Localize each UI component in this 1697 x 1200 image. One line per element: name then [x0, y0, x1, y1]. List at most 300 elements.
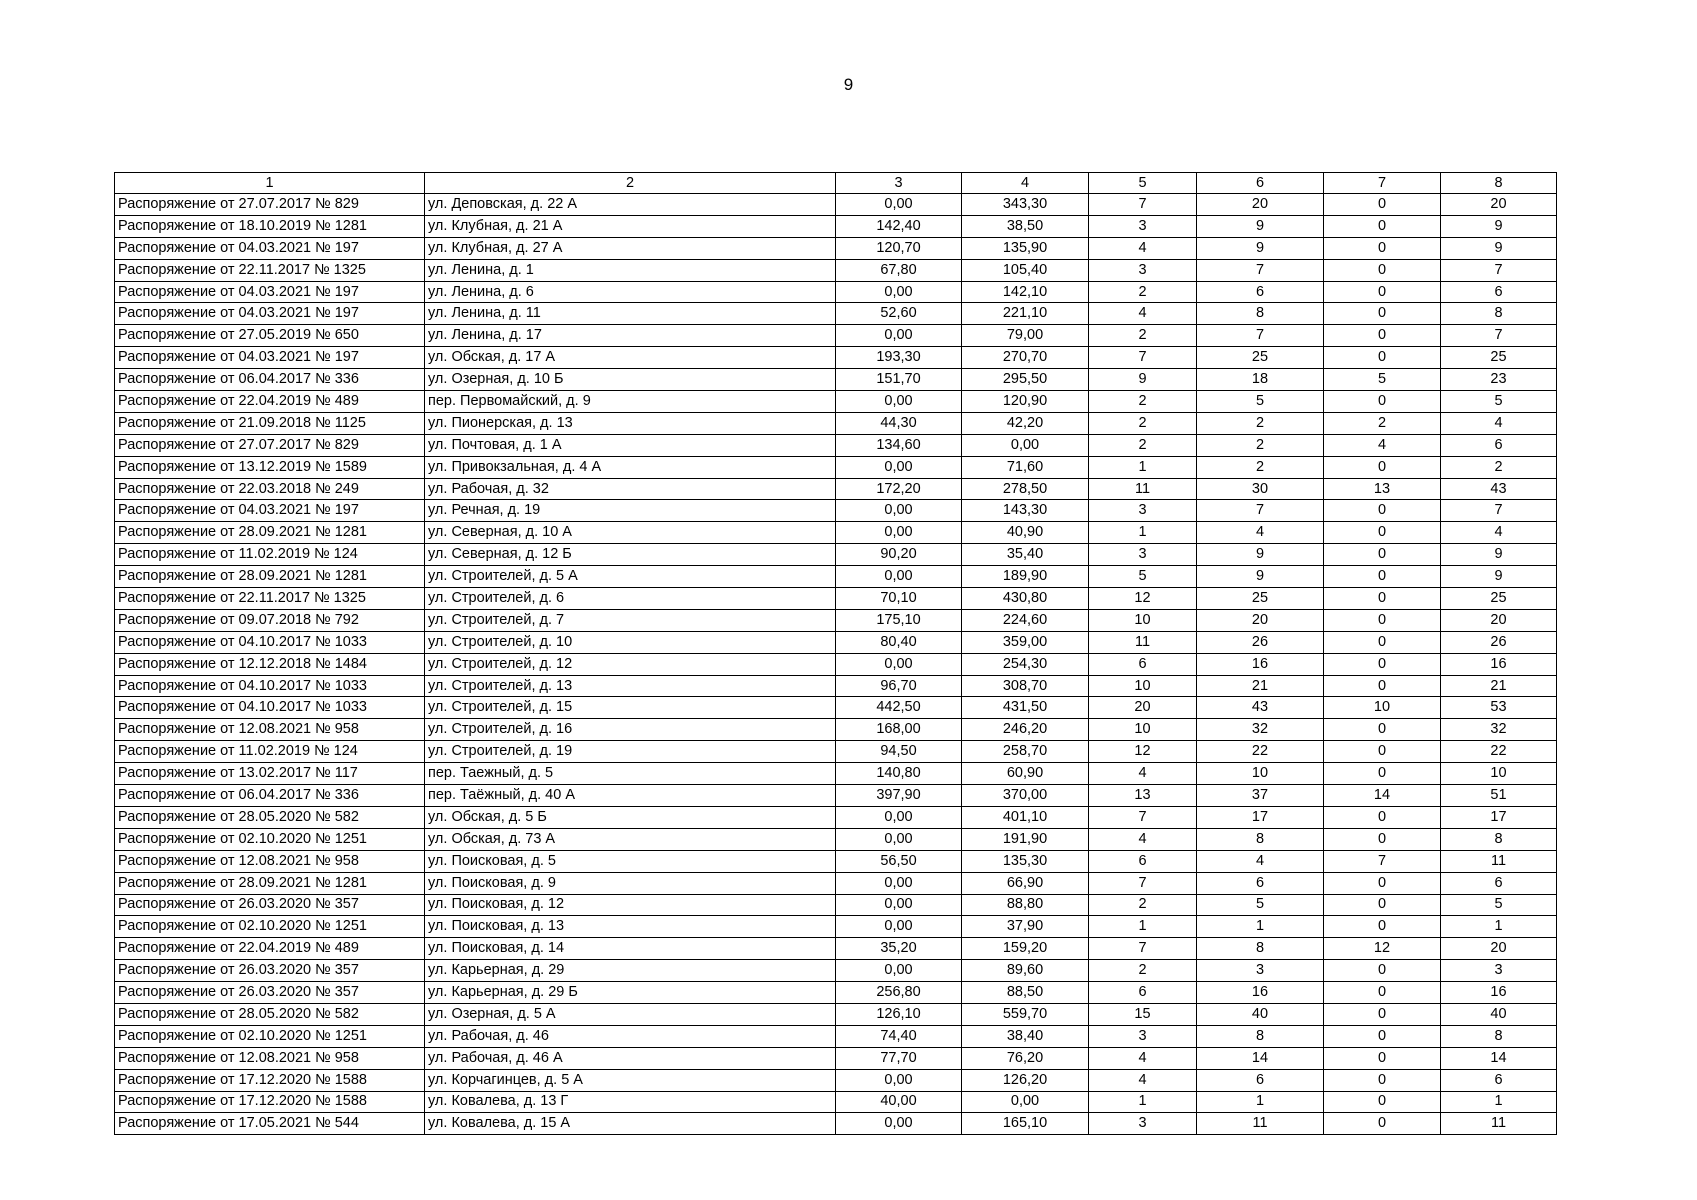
order-cell: Распоряжение от 04.03.2021 № 197 [115, 500, 425, 522]
value-cell: 175,10 [836, 609, 962, 631]
value-cell: 0,00 [836, 806, 962, 828]
value-cell: 38,50 [962, 215, 1089, 237]
table-row [115, 588, 1557, 610]
address-cell: ул. Карьерная, д. 29 [425, 960, 836, 982]
value-cell: 12 [1089, 588, 1197, 610]
value-cell: 4 [1441, 522, 1557, 544]
table-row [115, 697, 1557, 719]
value-cell: 30 [1197, 478, 1324, 500]
value-cell: 40 [1197, 1003, 1324, 1025]
address-cell: ул. Озерная, д. 5 А [425, 1003, 836, 1025]
value-cell: 23 [1441, 369, 1557, 391]
value-cell: 0 [1324, 1069, 1441, 1091]
value-cell: 18 [1197, 369, 1324, 391]
value-cell: 256,80 [836, 982, 962, 1004]
order-cell: Распоряжение от 11.02.2019 № 124 [115, 544, 425, 566]
value-cell: 9 [1441, 215, 1557, 237]
value-cell: 0,00 [836, 456, 962, 478]
value-cell: 9 [1197, 544, 1324, 566]
value-cell: 1 [1441, 1091, 1557, 1113]
value-cell: 2 [1197, 412, 1324, 434]
value-cell: 11 [1197, 1113, 1324, 1135]
value-cell: 193,30 [836, 347, 962, 369]
table-row [115, 653, 1557, 675]
column-header: 6 [1197, 173, 1324, 194]
value-cell: 12 [1324, 938, 1441, 960]
value-cell: 442,50 [836, 697, 962, 719]
value-cell: 0 [1324, 1113, 1441, 1135]
order-cell: Распоряжение от 12.08.2021 № 958 [115, 1047, 425, 1069]
value-cell: 2 [1089, 894, 1197, 916]
value-cell: 94,50 [836, 741, 962, 763]
value-cell: 0,00 [836, 828, 962, 850]
value-cell: 8 [1441, 303, 1557, 325]
order-cell: Распоряжение от 17.12.2020 № 1588 [115, 1069, 425, 1091]
value-cell: 10 [1089, 719, 1197, 741]
value-cell: 397,90 [836, 785, 962, 807]
address-cell: ул. Обская, д. 5 Б [425, 806, 836, 828]
value-cell: 1 [1441, 916, 1557, 938]
value-cell: 0,00 [836, 194, 962, 216]
value-cell: 37,90 [962, 916, 1089, 938]
value-cell: 25 [1197, 588, 1324, 610]
value-cell: 3 [1089, 1025, 1197, 1047]
address-cell: ул. Ленина, д. 6 [425, 281, 836, 303]
table-row [115, 566, 1557, 588]
address-cell: ул. Ленина, д. 11 [425, 303, 836, 325]
value-cell: 0 [1324, 806, 1441, 828]
column-header: 7 [1324, 173, 1441, 194]
table-row [115, 785, 1557, 807]
value-cell: 8 [1441, 828, 1557, 850]
value-cell: 4 [1197, 522, 1324, 544]
order-cell: Распоряжение от 17.05.2021 № 544 [115, 1113, 425, 1135]
address-cell: ул. Привокзальная, д. 4 А [425, 456, 836, 478]
value-cell: 4 [1089, 1047, 1197, 1069]
value-cell: 0 [1324, 960, 1441, 982]
value-cell: 126,20 [962, 1069, 1089, 1091]
table-row [115, 828, 1557, 850]
table-row [115, 1047, 1557, 1069]
address-cell: пер. Первомайский, д. 9 [425, 391, 836, 413]
order-cell: Распоряжение от 13.12.2019 № 1589 [115, 456, 425, 478]
table-row [115, 938, 1557, 960]
value-cell: 0 [1324, 631, 1441, 653]
value-cell: 165,10 [962, 1113, 1089, 1135]
value-cell: 21 [1197, 675, 1324, 697]
value-cell: 0 [1324, 982, 1441, 1004]
table-row [115, 456, 1557, 478]
value-cell: 2 [1089, 412, 1197, 434]
value-cell: 0,00 [836, 872, 962, 894]
value-cell: 3 [1089, 215, 1197, 237]
header-row [115, 173, 1557, 194]
order-cell: Распоряжение от 22.04.2019 № 489 [115, 391, 425, 413]
order-cell: Распоряжение от 28.05.2020 № 582 [115, 806, 425, 828]
value-cell: 13 [1324, 478, 1441, 500]
order-cell: Распоряжение от 02.10.2020 № 1251 [115, 828, 425, 850]
value-cell: 5 [1441, 894, 1557, 916]
value-cell: 4 [1197, 850, 1324, 872]
value-cell: 26 [1441, 631, 1557, 653]
value-cell: 3 [1089, 544, 1197, 566]
order-cell: Распоряжение от 26.03.2020 № 357 [115, 894, 425, 916]
order-cell: Распоряжение от 04.03.2021 № 197 [115, 303, 425, 325]
order-cell: Распоряжение от 28.05.2020 № 582 [115, 1003, 425, 1025]
value-cell: 11 [1441, 850, 1557, 872]
value-cell: 0,00 [836, 1113, 962, 1135]
value-cell: 0 [1324, 828, 1441, 850]
table-row [115, 544, 1557, 566]
value-cell: 5 [1197, 391, 1324, 413]
value-cell: 7 [1089, 806, 1197, 828]
address-cell: ул. Строителей, д. 6 [425, 588, 836, 610]
value-cell: 159,20 [962, 938, 1089, 960]
table-row [115, 215, 1557, 237]
address-cell: ул. Строителей, д. 15 [425, 697, 836, 719]
value-cell: 20 [1441, 194, 1557, 216]
address-cell: ул. Строителей, д. 7 [425, 609, 836, 631]
value-cell: 370,00 [962, 785, 1089, 807]
address-cell: ул. Строителей, д. 16 [425, 719, 836, 741]
value-cell: 0,00 [836, 916, 962, 938]
value-cell: 0,00 [836, 522, 962, 544]
value-cell: 6 [1441, 1069, 1557, 1091]
value-cell: 70,10 [836, 588, 962, 610]
address-cell: ул. Строителей, д. 12 [425, 653, 836, 675]
value-cell: 135,30 [962, 850, 1089, 872]
value-cell: 4 [1089, 828, 1197, 850]
value-cell: 1 [1089, 522, 1197, 544]
value-cell: 3 [1089, 500, 1197, 522]
order-cell: Распоряжение от 04.10.2017 № 1033 [115, 697, 425, 719]
value-cell: 0,00 [836, 391, 962, 413]
table-row [115, 259, 1557, 281]
value-cell: 295,50 [962, 369, 1089, 391]
order-cell: Распоряжение от 12.12.2018 № 1484 [115, 653, 425, 675]
value-cell: 120,70 [836, 237, 962, 259]
value-cell: 22 [1441, 741, 1557, 763]
address-cell: ул. Рабочая, д. 32 [425, 478, 836, 500]
value-cell: 0 [1324, 763, 1441, 785]
address-cell: ул. Поисковая, д. 5 [425, 850, 836, 872]
value-cell: 0,00 [836, 1069, 962, 1091]
value-cell: 7 [1324, 850, 1441, 872]
value-cell: 5 [1197, 894, 1324, 916]
value-cell: 9 [1089, 369, 1197, 391]
value-cell: 0 [1324, 325, 1441, 347]
value-cell: 0,00 [836, 566, 962, 588]
value-cell: 14 [1324, 785, 1441, 807]
value-cell: 38,40 [962, 1025, 1089, 1047]
value-cell: 43 [1441, 478, 1557, 500]
value-cell: 0 [1324, 194, 1441, 216]
table-row [115, 1003, 1557, 1025]
value-cell: 4 [1089, 237, 1197, 259]
value-cell: 2 [1089, 434, 1197, 456]
order-cell: Распоряжение от 04.03.2021 № 197 [115, 281, 425, 303]
value-cell: 40 [1441, 1003, 1557, 1025]
address-cell: ул. Поисковая, д. 14 [425, 938, 836, 960]
value-cell: 67,80 [836, 259, 962, 281]
value-cell: 135,90 [962, 237, 1089, 259]
value-cell: 172,20 [836, 478, 962, 500]
order-cell: Распоряжение от 21.09.2018 № 1125 [115, 412, 425, 434]
table-row [115, 522, 1557, 544]
value-cell: 35,20 [836, 938, 962, 960]
value-cell: 0 [1324, 259, 1441, 281]
value-cell: 0 [1324, 303, 1441, 325]
value-cell: 88,50 [962, 982, 1089, 1004]
value-cell: 401,10 [962, 806, 1089, 828]
value-cell: 0 [1324, 1025, 1441, 1047]
value-cell: 189,90 [962, 566, 1089, 588]
order-cell: Распоряжение от 27.05.2019 № 650 [115, 325, 425, 347]
value-cell: 7 [1441, 500, 1557, 522]
value-cell: 1 [1089, 1091, 1197, 1113]
value-cell: 5 [1324, 369, 1441, 391]
address-cell: ул. Северная, д. 10 А [425, 522, 836, 544]
value-cell: 9 [1441, 566, 1557, 588]
table-row [115, 960, 1557, 982]
table-row [115, 741, 1557, 763]
table-row [115, 763, 1557, 785]
value-cell: 142,40 [836, 215, 962, 237]
value-cell: 5 [1089, 566, 1197, 588]
column-header: 3 [836, 173, 962, 194]
value-cell: 14 [1441, 1047, 1557, 1069]
table-row [115, 609, 1557, 631]
value-cell: 0 [1324, 456, 1441, 478]
value-cell: 9 [1197, 237, 1324, 259]
value-cell: 0,00 [962, 434, 1089, 456]
value-cell: 40,90 [962, 522, 1089, 544]
value-cell: 10 [1324, 697, 1441, 719]
order-cell: Распоряжение от 04.03.2021 № 197 [115, 237, 425, 259]
order-cell: Распоряжение от 04.03.2021 № 197 [115, 347, 425, 369]
value-cell: 1 [1197, 1091, 1324, 1113]
value-cell: 0 [1324, 741, 1441, 763]
value-cell: 2 [1197, 456, 1324, 478]
value-cell: 16 [1197, 653, 1324, 675]
value-cell: 17 [1197, 806, 1324, 828]
order-cell: Распоряжение от 11.02.2019 № 124 [115, 741, 425, 763]
value-cell: 15 [1089, 1003, 1197, 1025]
value-cell: 16 [1197, 982, 1324, 1004]
order-cell: Распоряжение от 27.07.2017 № 829 [115, 434, 425, 456]
order-cell: Распоряжение от 27.07.2017 № 829 [115, 194, 425, 216]
address-cell: ул. Строителей, д. 5 А [425, 566, 836, 588]
value-cell: 51 [1441, 785, 1557, 807]
value-cell: 0 [1324, 237, 1441, 259]
value-cell: 20 [1197, 609, 1324, 631]
address-cell: ул. Рабочая, д. 46 А [425, 1047, 836, 1069]
table-row [115, 325, 1557, 347]
address-cell: ул. Поисковая, д. 12 [425, 894, 836, 916]
order-cell: Распоряжение от 04.10.2017 № 1033 [115, 675, 425, 697]
value-cell: 20 [1197, 194, 1324, 216]
value-cell: 0 [1324, 719, 1441, 741]
order-cell: Распоряжение от 02.10.2020 № 1251 [115, 1025, 425, 1047]
table-row [115, 500, 1557, 522]
table-row [115, 1069, 1557, 1091]
value-cell: 359,00 [962, 631, 1089, 653]
value-cell: 258,70 [962, 741, 1089, 763]
value-cell: 10 [1441, 763, 1557, 785]
value-cell: 0 [1324, 609, 1441, 631]
order-cell: Распоряжение от 28.09.2021 № 1281 [115, 566, 425, 588]
value-cell: 0 [1324, 588, 1441, 610]
value-cell: 22 [1197, 741, 1324, 763]
value-cell: 0 [1324, 215, 1441, 237]
value-cell: 0 [1324, 916, 1441, 938]
value-cell: 11 [1441, 1113, 1557, 1135]
order-cell: Распоряжение от 26.03.2020 № 357 [115, 982, 425, 1004]
value-cell: 77,70 [836, 1047, 962, 1069]
order-cell: Распоряжение от 22.04.2019 № 489 [115, 938, 425, 960]
value-cell: 0 [1324, 281, 1441, 303]
value-cell: 96,70 [836, 675, 962, 697]
value-cell: 76,20 [962, 1047, 1089, 1069]
value-cell: 80,40 [836, 631, 962, 653]
address-cell: ул. Обская, д. 17 А [425, 347, 836, 369]
value-cell: 0 [1324, 872, 1441, 894]
table-row [115, 894, 1557, 916]
value-cell: 8 [1441, 1025, 1557, 1047]
value-cell: 168,00 [836, 719, 962, 741]
address-cell: ул. Ленина, д. 1 [425, 259, 836, 281]
value-cell: 9 [1441, 544, 1557, 566]
value-cell: 270,70 [962, 347, 1089, 369]
value-cell: 10 [1197, 763, 1324, 785]
value-cell: 43 [1197, 697, 1324, 719]
value-cell: 3 [1441, 960, 1557, 982]
value-cell: 7 [1197, 325, 1324, 347]
value-cell: 66,90 [962, 872, 1089, 894]
value-cell: 7 [1197, 500, 1324, 522]
value-cell: 0 [1324, 522, 1441, 544]
value-cell: 6 [1089, 653, 1197, 675]
address-cell: ул. Поисковая, д. 9 [425, 872, 836, 894]
column-header: 1 [115, 173, 425, 194]
address-cell: ул. Обская, д. 73 А [425, 828, 836, 850]
value-cell: 40,00 [836, 1091, 962, 1113]
value-cell: 7 [1089, 872, 1197, 894]
table-row [115, 281, 1557, 303]
value-cell: 3 [1089, 259, 1197, 281]
value-cell: 246,20 [962, 719, 1089, 741]
value-cell: 0 [1324, 566, 1441, 588]
table-row [115, 872, 1557, 894]
value-cell: 44,30 [836, 412, 962, 434]
value-cell: 20 [1441, 938, 1557, 960]
value-cell: 6 [1197, 1069, 1324, 1091]
value-cell: 53 [1441, 697, 1557, 719]
column-header: 4 [962, 173, 1089, 194]
value-cell: 56,50 [836, 850, 962, 872]
table-row [115, 916, 1557, 938]
order-cell: Распоряжение от 06.04.2017 № 336 [115, 785, 425, 807]
value-cell: 0 [1324, 544, 1441, 566]
table-row [115, 1113, 1557, 1135]
value-cell: 0 [1324, 1047, 1441, 1069]
value-cell: 88,80 [962, 894, 1089, 916]
table-row [115, 806, 1557, 828]
value-cell: 13 [1089, 785, 1197, 807]
order-cell: Распоряжение от 12.08.2021 № 958 [115, 850, 425, 872]
value-cell: 151,70 [836, 369, 962, 391]
value-cell: 2 [1089, 391, 1197, 413]
value-cell: 74,40 [836, 1025, 962, 1047]
value-cell: 105,40 [962, 259, 1089, 281]
value-cell: 126,10 [836, 1003, 962, 1025]
order-cell: Распоряжение от 17.12.2020 № 1588 [115, 1091, 425, 1113]
value-cell: 7 [1089, 194, 1197, 216]
order-cell: Распоряжение от 22.11.2017 № 1325 [115, 259, 425, 281]
value-cell: 8 [1197, 303, 1324, 325]
address-cell: ул. Корчагинцев, д. 5 А [425, 1069, 836, 1091]
address-cell: ул. Северная, д. 12 Б [425, 544, 836, 566]
value-cell: 6 [1441, 434, 1557, 456]
value-cell: 79,00 [962, 325, 1089, 347]
table-row [115, 303, 1557, 325]
order-cell: Распоряжение от 28.09.2021 № 1281 [115, 872, 425, 894]
value-cell: 4 [1089, 763, 1197, 785]
value-cell: 8 [1197, 1025, 1324, 1047]
order-cell: Распоряжение от 09.07.2018 № 792 [115, 609, 425, 631]
table-row [115, 369, 1557, 391]
value-cell: 0 [1324, 1091, 1441, 1113]
value-cell: 0,00 [836, 960, 962, 982]
order-cell: Распоряжение от 18.10.2019 № 1281 [115, 215, 425, 237]
value-cell: 10 [1089, 609, 1197, 631]
address-cell: ул. Строителей, д. 13 [425, 675, 836, 697]
order-cell: Распоряжение от 06.04.2017 № 336 [115, 369, 425, 391]
page-number: 9 [843, 75, 854, 94]
address-cell: ул. Почтовая, д. 1 А [425, 434, 836, 456]
address-cell: ул. Строителей, д. 10 [425, 631, 836, 653]
table-row [115, 237, 1557, 259]
value-cell: 559,70 [962, 1003, 1089, 1025]
value-cell: 6 [1197, 281, 1324, 303]
value-cell: 224,60 [962, 609, 1089, 631]
value-cell: 142,10 [962, 281, 1089, 303]
value-cell: 37 [1197, 785, 1324, 807]
value-cell: 1 [1197, 916, 1324, 938]
address-cell: ул. Ковалева, д. 13 Г [425, 1091, 836, 1113]
value-cell: 8 [1197, 828, 1324, 850]
value-cell: 0 [1324, 391, 1441, 413]
value-cell: 0,00 [836, 325, 962, 347]
order-cell: Распоряжение от 22.11.2017 № 1325 [115, 588, 425, 610]
address-cell: ул. Речная, д. 19 [425, 500, 836, 522]
table-row [115, 719, 1557, 741]
value-cell: 9 [1441, 237, 1557, 259]
order-cell: Распоряжение от 04.10.2017 № 1033 [115, 631, 425, 653]
value-cell: 26 [1197, 631, 1324, 653]
table-row [115, 982, 1557, 1004]
order-cell: Распоряжение от 12.08.2021 № 958 [115, 719, 425, 741]
value-cell: 6 [1089, 850, 1197, 872]
value-cell: 2 [1197, 434, 1324, 456]
value-cell: 1 [1089, 456, 1197, 478]
value-cell: 278,50 [962, 478, 1089, 500]
value-cell: 2 [1089, 960, 1197, 982]
value-cell: 308,70 [962, 675, 1089, 697]
value-cell: 221,10 [962, 303, 1089, 325]
value-cell: 90,20 [836, 544, 962, 566]
value-cell: 0 [1324, 894, 1441, 916]
